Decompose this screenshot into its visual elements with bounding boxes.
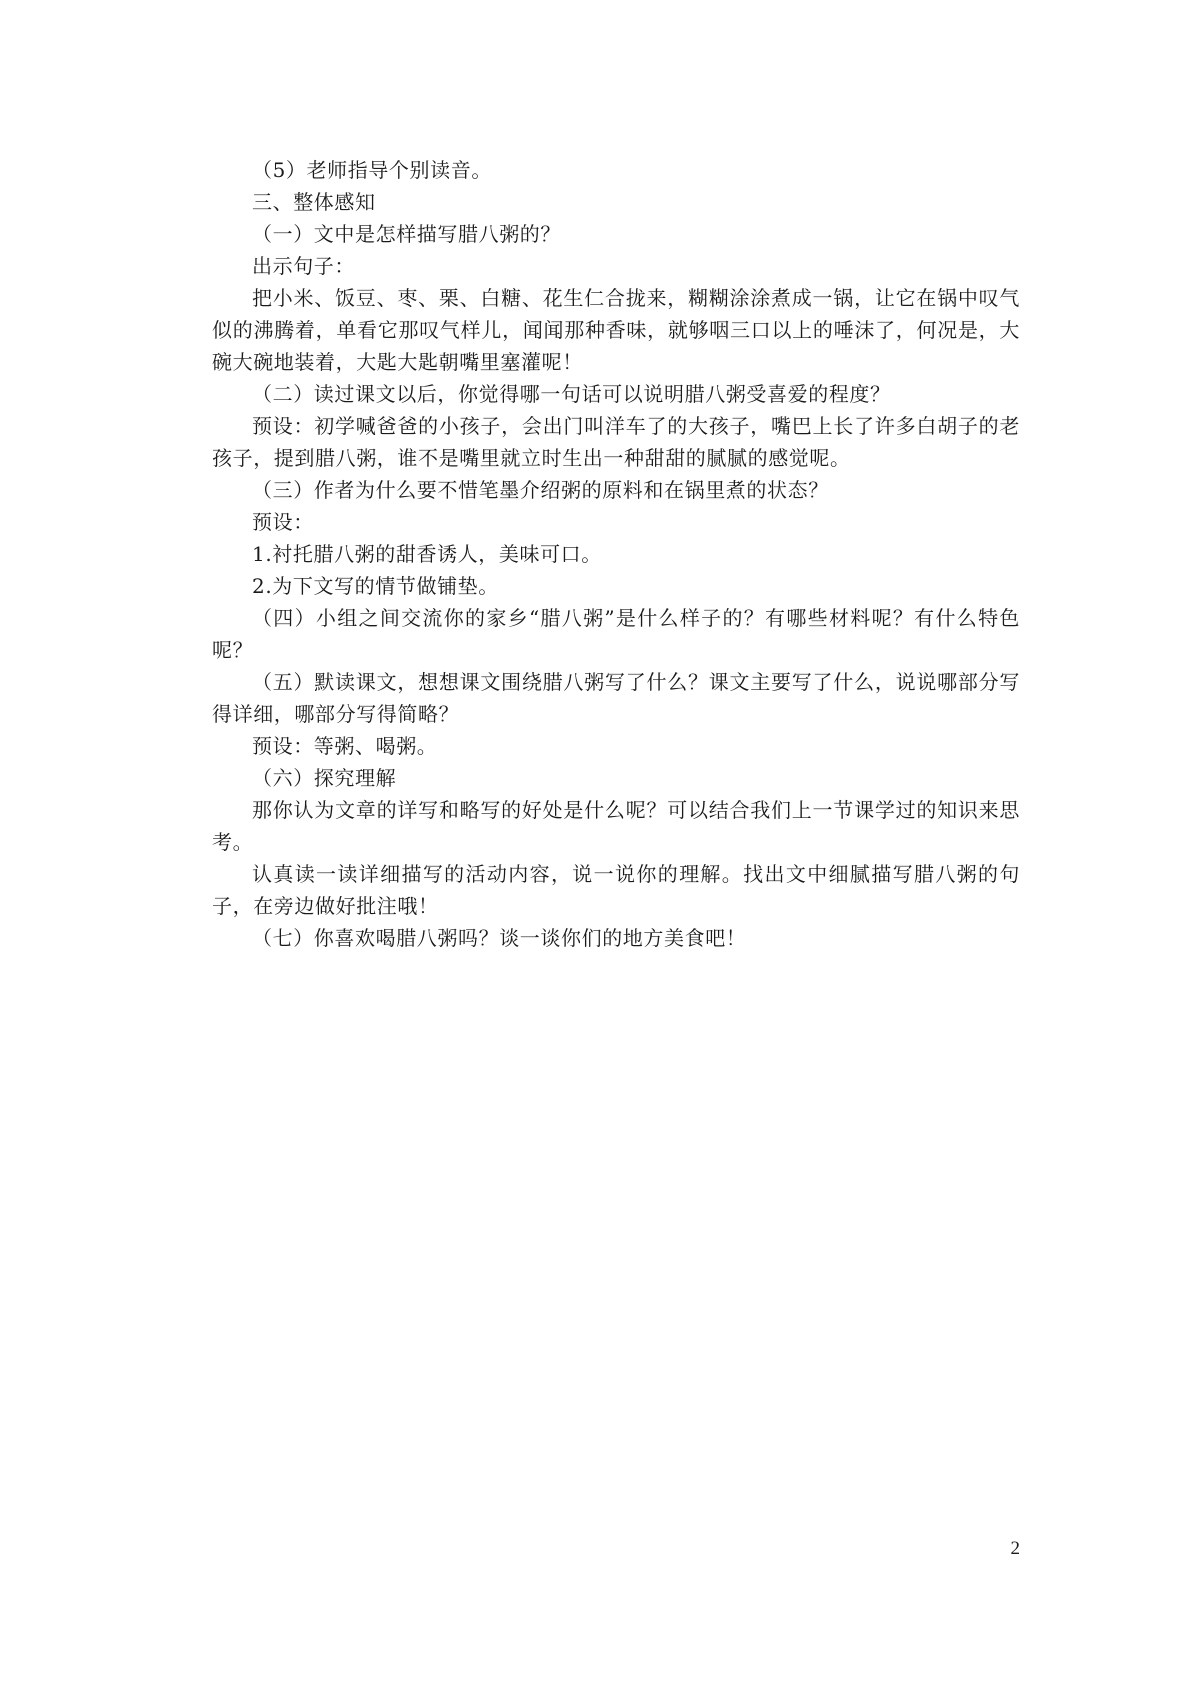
question-4: （四）小组之间交流你的家乡“腊八粥”是什么样子的？有哪些材料呢？有什么特色呢？ xyxy=(212,606,1020,662)
question-3: （三）作者为什么要不惜笔墨介绍粥的原料和在锅里煮的状态？ xyxy=(252,478,829,502)
show-sentence-label: 出示句子： xyxy=(252,254,355,278)
answer-3-point-2: 2.为下文写的情节做铺垫。 xyxy=(252,574,499,598)
page-number: 2 xyxy=(1010,1538,1020,1559)
section-heading-overall-perception: 三、整体感知 xyxy=(252,190,376,214)
question-5: （五）默读课文，想想课文围绕腊八粥写了什么？课文主要写了什么，说说哪部分写得详细，哪部分写得简略？ xyxy=(212,670,1020,726)
paragraph-step-5: （5）老师指导个别读音。 xyxy=(252,158,492,182)
answer-3-label: 预设： xyxy=(252,510,314,534)
answer-5: 预设：等粥、喝粥。 xyxy=(252,734,438,758)
answer-2: 预设：初学喊爸爸的小孩子，会出门叫洋车了的大孩子，嘴巴上长了许多白胡子的老孩子，提到腊八粥，谁不是嘴里就立时生出一种甜甜的腻腻的感觉呢。 xyxy=(212,414,1020,470)
question-6: （六）探究理解 xyxy=(252,766,397,790)
answer-3-point-1: 1.衬托腊八粥的甜香诱人，美味可口。 xyxy=(252,542,602,566)
question-6-prompt-1: 那你认为文章的详写和略写的好处是什么呢？可以结合我们上一节课学过的知识来思考。 xyxy=(212,798,1020,854)
body-text xyxy=(212,154,1020,954)
quoted-sentence: 把小米、饭豆、枣、栗、白糖、花生仁合拢来，糊糊涂涂煮成一锅，让它在锅中叹气似的沸腾着，单看它那叹气样儿，闻闻那种香味，就够咽三口以上的唾沫了，何况是，大碗大碗地装着，大匙大匙朝嘴里塞灌呢！ xyxy=(212,286,1020,374)
question-1: （一）文中是怎样描写腊八粥的？ xyxy=(252,222,561,246)
question-7: （七）你喜欢喝腊八粥吗？谈一谈你们的地方美食吧！ xyxy=(252,926,747,950)
question-2: （二）读过课文以后，你觉得哪一句话可以说明腊八粥受喜爱的程度？ xyxy=(252,382,891,406)
question-6-prompt-2: 认真读一读详细描写的活动内容，说一说你的理解。找出文中细腻描写腊八粥的句子，在旁边做好批注哦！ xyxy=(212,862,1020,918)
